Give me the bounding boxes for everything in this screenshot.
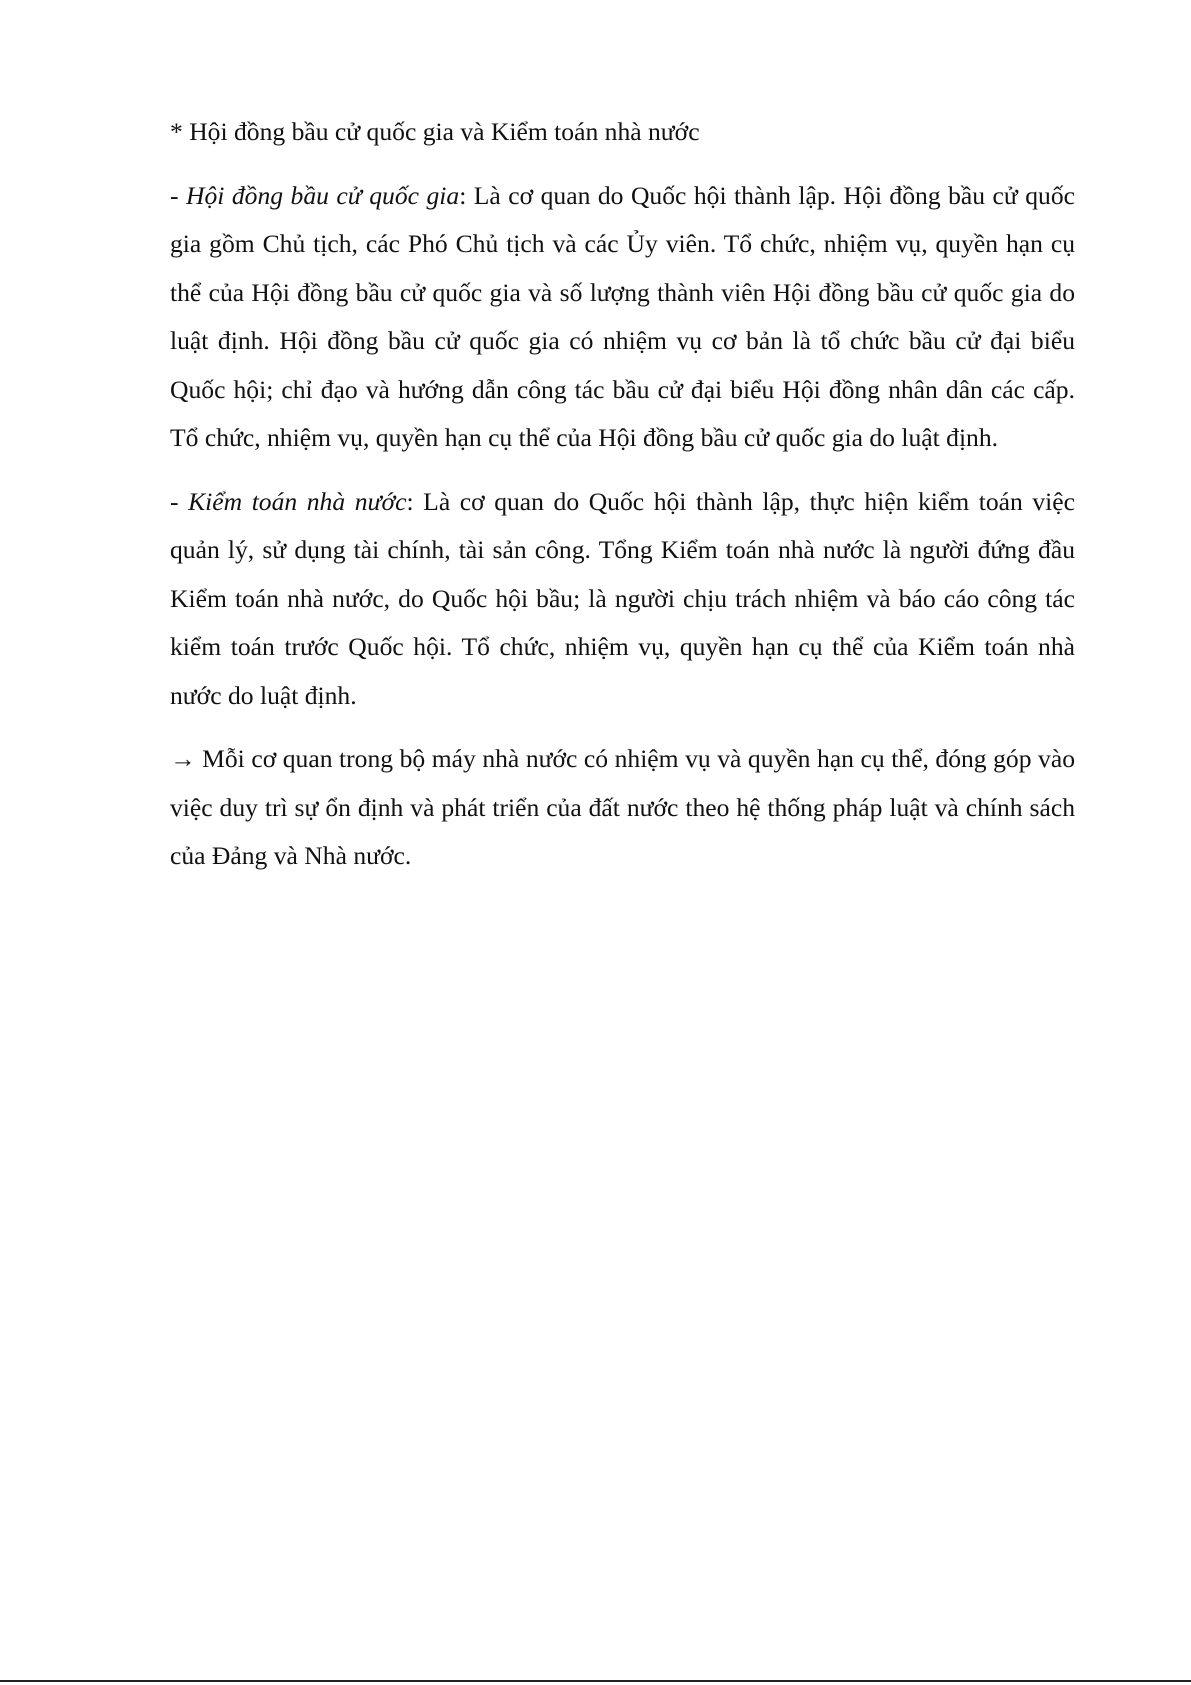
paragraph-election-council: [170, 172, 1075, 463]
term-state-audit: Kiểm toán nhà nước: [188, 486, 407, 516]
footer-rule: [0, 1680, 1191, 1682]
paragraph-prefix: -: [170, 486, 189, 516]
section-heading: * Hội đồng bầu cử quốc gia và Kiểm toán nhà nước: [170, 117, 700, 146]
paragraph-body: : Là cơ quan do Quốc hội thành lập, thực hiện kiểm toán việc quản lý, sử dụng tài chính, tài sản công. Tổng Kiểm toán nhà nước là người đứng đầu Kiểm toán nhà nước, do Quốc hội bầu; là người chịu trách nhiệm và báo cáo công tác kiểm toán trước Quốc hội. Tổ chức, nhiệm vụ, quyền hạn cụ thể của Kiểm toán nhà nước do luật định.: [170, 486, 1075, 710]
document-page: [170, 108, 1075, 896]
paragraph-state-audit: [170, 478, 1075, 721]
term-election-council: Hội đồng bầu cử quốc gia: [186, 180, 460, 210]
paragraph-body: : Là cơ quan do Quốc hội thành lập. Hội đồng bầu cử quốc gia gồm Chủ tịch, các Phó Chủ tịch và các Ủy viên. Tổ chức, nhiệm vụ, quyền hạn cụ thể của Hội đồng bầu cử quốc gia và số lượng thành viên Hội đồng bầu cử quốc gia do luật định. Hội đồng bầu cử quốc gia có nhiệm vụ cơ bản là tổ chức bầu cử đại biểu Quốc hội; chỉ đạo và hướng dẫn công tác bầu cử đại biểu Hội đồng nhân dân các cấp. Tổ chức, nhiệm vụ, quyền hạn cụ thể của Hội đồng bầu cử quốc gia do luật định.: [170, 180, 1076, 452]
paragraph-conclusion: → Mỗi cơ quan trong bộ máy nhà nước có nhiệm vụ và quyền hạn cụ thể, đóng góp vào việc duy trì sự ổn định và phát triển của đất nước theo hệ thống pháp luật và chính sách của Đảng và Nhà nước.: [170, 744, 1075, 870]
paragraph-prefix: -: [170, 180, 187, 210]
